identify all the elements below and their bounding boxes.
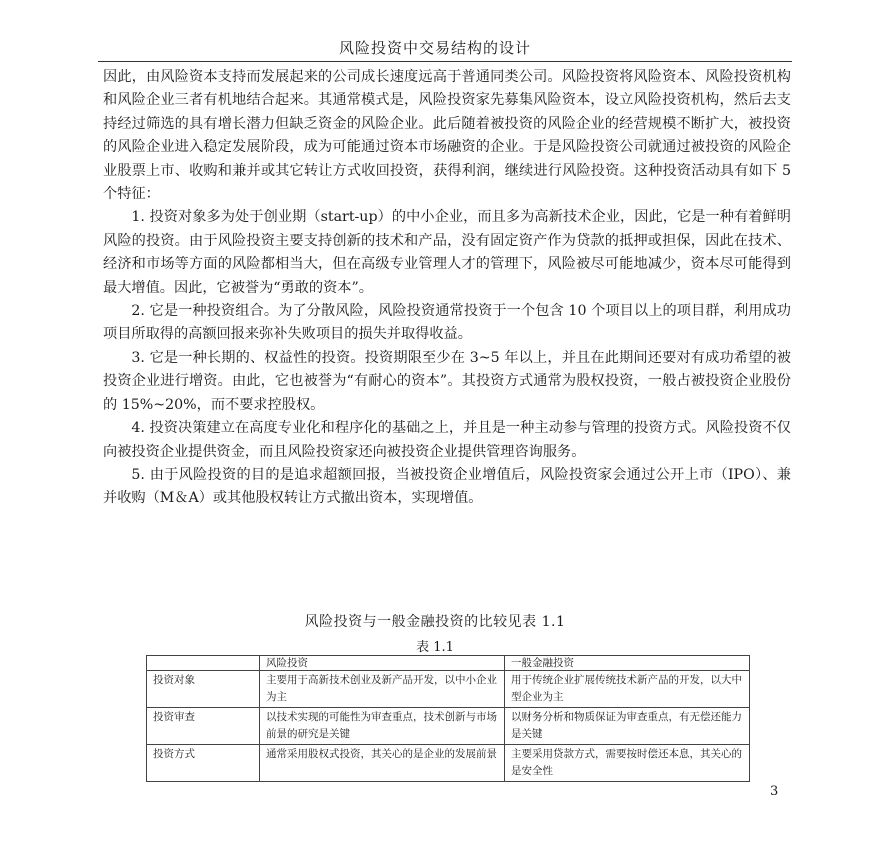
page-number: 3 [770, 784, 779, 799]
running-header: 风险投资中交易结构的设计 [338, 39, 531, 57]
table-header-cell: 风险投资 [260, 656, 505, 671]
table-title: 风险投资与一般金融投资的比较见表 1.1 [304, 614, 566, 630]
comparison-table [146, 655, 750, 782]
body-text [103, 66, 791, 511]
table-cell: 投资审查 [147, 708, 260, 745]
table-label: 表 1.1 [416, 640, 454, 655]
table-header-cell: 一般金融投资 [505, 656, 750, 671]
paragraph-feature-2: 2. 它是一种投资组合。为了分散风险，风险投资通常投资于一个包含 10 个项目以上的项目群，利用成功项目所取得的高额回报来弥补失败项目的损失并取得收益。 [103, 303, 791, 343]
table-cell: 投资方式 [147, 745, 260, 782]
paragraph-feature-5: 5. 由于风险投资的目的是追求超额回报，当被投资企业增值后，风险投资家会通过公开上市（IPO）、兼并收购（M＆A）或其他股权转让方式撤出资本，实现增值。 [103, 466, 791, 507]
table-header-cell [147, 656, 260, 671]
table-row [147, 745, 750, 782]
paragraph-feature-3: 3. 它是一种长期的、权益性的投资。投资期限至少在 3~5 年以上，并且在此期间还要对有成功希望的被投资企业进行增资。由此，它也被誉为“有耐心的资本”。其投资方式通常为股权投资，一般占被投资企业股份的 15%~20%，而不要求控股权。 [103, 349, 791, 413]
paragraph-feature-1: 1. 投资对象多为处于创业期（start-up）的中小企业，而且多为高新技术企业，因此，它是一种有着鲜明风险的投资。由于风险投资主要支持创新的技术和产品，没有固定资产作为贷款的抵押或担保，因此在技术、经济和市场等方面的风险都相当大，但在高级专业管理人才的管理下，风险被尽可能地减少，资本尽可能得到最大增值。因此，它被誉为“勇敢的资本”。 [103, 209, 791, 296]
header-rule [98, 61, 792, 62]
paragraph-intro: 因此，由风险资本支持而发展起来的公司成长速度远高于普通同类公司。风险投资将风险资本、风险投资机构和风险企业三者有机地结合起来。其通常模式是，风险投资家先募集风险资本，设立风险投资机构，然后去支持经过筛选的具有增长潜力但缺乏资金的风险企业。此后随着被投资的风险企业的经营规模不断扩大，被投资的风险企业进入稳定发展阶段，成为可能通过资本市场融资的企业。于是风险投资公司就通过被投资的风险企业股票上市、收购和兼并或其它转让方式收回投资，获得利润，继续进行风险投资。这种投资活动具有如下 5 个特征： [103, 69, 791, 203]
table-cell: 主要用于高新技术创业及新产品开发，以中小企业为主 [260, 671, 505, 708]
table-cell: 以财务分析和物质保证为审查重点，有无偿还能力是关键 [505, 708, 750, 745]
table-cell: 以技术实现的可能性为审查重点，技术创新与市场前景的研究是关键 [260, 708, 505, 745]
table-row [147, 708, 750, 745]
table-header-row [147, 656, 750, 671]
paragraph-feature-4: 4. 投资决策建立在高度专业化和程序化的基础之上，并且是一种主动参与管理的投资方式。风险投资不仅向被投资企业提供资金，而且风险投资家还向被投资企业提供管理咨询服务。 [103, 420, 791, 460]
table-cell: 通常采用股权式投资，其关心的是企业的发展前景 [260, 745, 505, 782]
table-cell: 投资对象 [147, 671, 260, 708]
table-row [147, 671, 750, 708]
table-cell: 用于传统企业扩展传统技术新产品的开发，以大中型企业为主 [505, 671, 750, 708]
table-cell: 主要采用贷款方式，需要按时偿还本息，其关心的是安全性 [505, 745, 750, 782]
